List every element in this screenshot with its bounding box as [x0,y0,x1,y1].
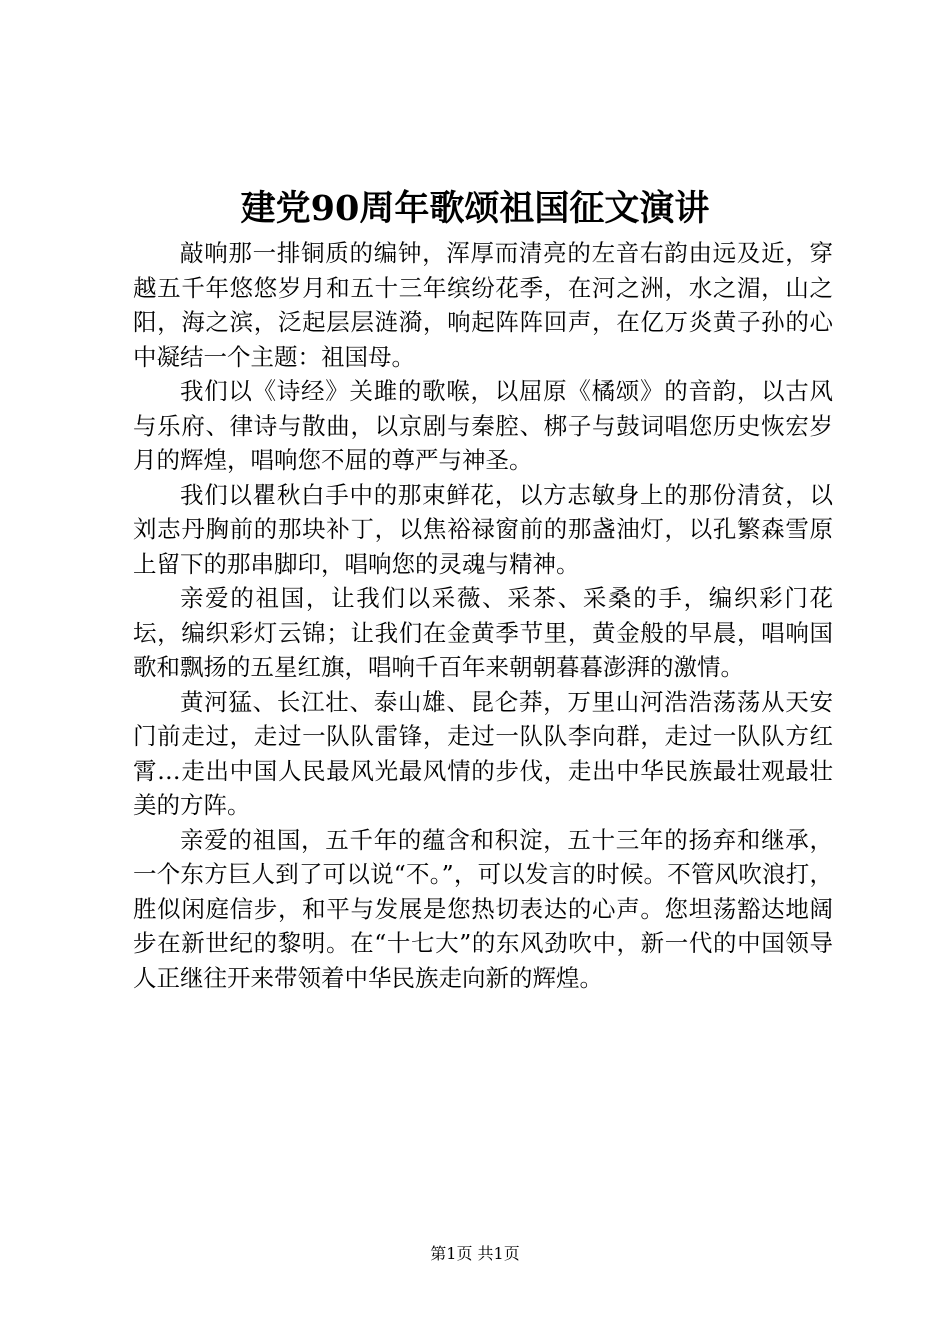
paragraph-4: 亲爱的祖国，让我们以采薇、采茶、采桑的手，编织彩门花坛，编织彩灯云锦；让我们在金黄季节里，黄金般的早晨，唱响国歌和飘扬的五星红旗，唱响千百年来朝朝暮暮澎湃的激情。 [133,584,833,681]
paragraph-2: 我们以《诗经》关雎的歌喉，以屈原《橘颂》的音韵，以古风与乐府、律诗与散曲，以京剧与秦腔、梆子与鼓词唱您历史恢宏岁月的辉煌，唱响您不屈的尊严与神圣。 [133,377,833,474]
paragraph-1: 敲响那一排铜质的编钟，浑厚而清亮的左音右韵由远及近，穿越五千年悠悠岁月和五十三年缤纷花季，在河之洲，水之湄，山之阳，海之滨，泛起层层涟漪，响起阵阵回声，在亿万炎黄子孙的心中凝结一个主题：祖国母。 [133,239,833,371]
document-body [133,236,833,995]
paragraph-6: 亲爱的祖国，五千年的蕴含和积淀，五十三年的扬弃和继承，一个东方巨人到了可以说“不。”，可以发言的时候。不管风吹浪打，胜似闲庭信步，和平与发展是您热切表达的心声。您坦荡豁达地阔步在新世纪的黎明。在“十七大”的东风劲吹中，新一代的中国领导人正继往开来带领着中华民族走向新的辉煌。 [133,825,833,992]
paragraph-3: 我们以瞿秋白手中的那束鲜花，以方志敏身上的那份清贫，以刘志丹胸前的那块补丁，以焦裕禄窗前的那盏油灯，以孔繁森雪原上留下的那串脚印，唱响您的灵魂与精神。 [133,480,833,578]
paragraph-5: 黄河猛、长江壮、泰山雄、昆仑莽，万里山河浩浩荡荡从天安门前走过，走过一队队雷锋，走过一队队李向群，走过一队队方红霄…走出中国人民最风光最风情的步伐，走出中华民族最壮观最壮美的方阵。 [133,687,833,819]
document-title: 建党90周年歌颂祖国征文演讲 [240,188,710,229]
page-footer: 第1页 共1页 [430,1244,520,1263]
